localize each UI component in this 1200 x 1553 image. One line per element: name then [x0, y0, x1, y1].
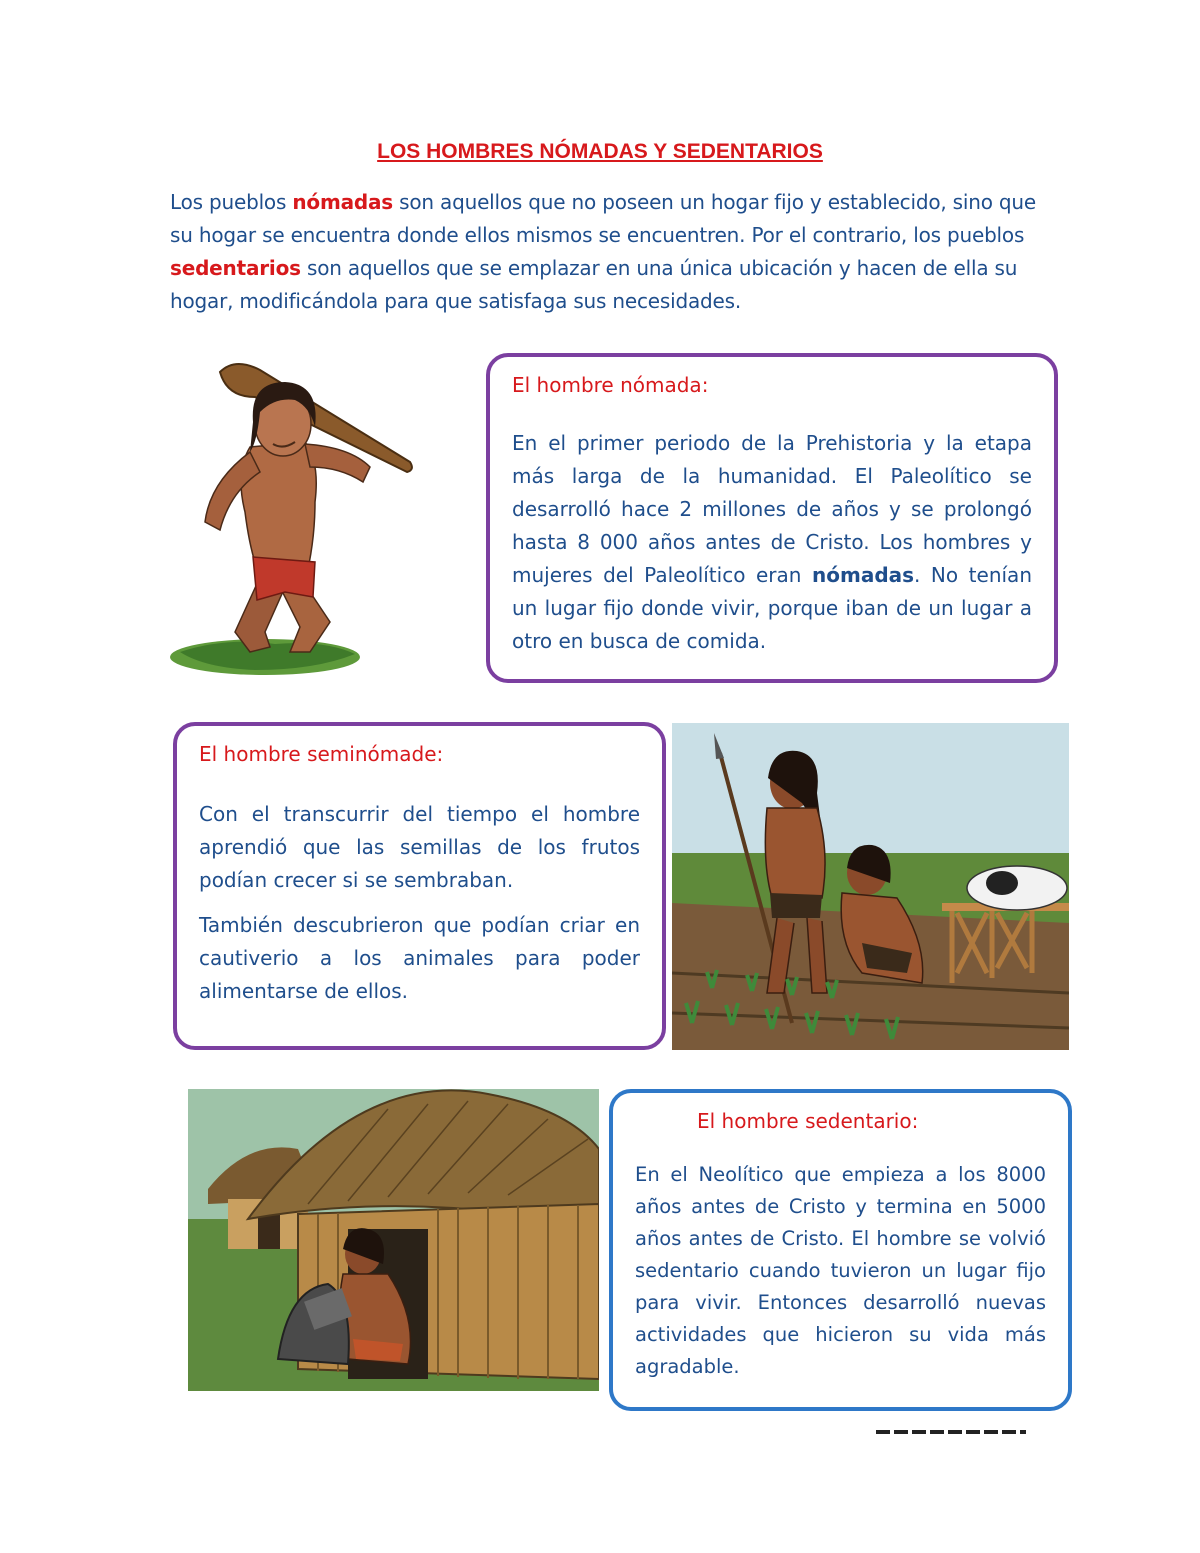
- nomadic-man-illustration: [165, 352, 425, 677]
- sedentario-text: En el Neolítico que empieza a los 8000 años antes de Cristo y termina en 5000 años antes de Cristo. El hombre se volvió sedentario cuando tuvieron un lugar fijo para vivir. Entonces desarrolló nuevas actividades que hicieron su vida más agradable.: [635, 1163, 1046, 1378]
- intro-sedentarios: sedentarios: [170, 256, 301, 280]
- sedentario-box: [609, 1089, 1072, 1411]
- seminomada-para-1: Con el transcurrir del tiempo el hombre aprendió que las semillas de los frutos podían crecer si se sembraban.: [199, 802, 640, 892]
- seminomada-box: [173, 722, 666, 1050]
- intro-text-3: son aquellos que se emplazar en una única ubicación y hacen de ella su hogar, modificándola para que satisfaga sus necesidades.: [170, 256, 1018, 313]
- sedentario-heading: El hombre sedentario:: [697, 1109, 919, 1133]
- farming-illustration: [672, 723, 1069, 1050]
- intro-text-1: Los pueblos: [170, 190, 293, 214]
- seminomada-heading: El hombre seminómade:: [199, 742, 444, 766]
- nomada-text-2: . No tenían un lugar fijo donde vivir, porque iban de un lugar a otro en busca de comida.: [512, 563, 1032, 653]
- intro-nomadas: nómadas: [292, 190, 393, 214]
- nomada-text: [512, 427, 1032, 658]
- nomada-heading: El hombre nómada:: [512, 373, 709, 397]
- intro-paragraph: [170, 186, 1050, 318]
- hut-illustration: [188, 1089, 599, 1391]
- intro-text-2: son aquellos que no poseen un hogar fijo y establecido, sino que su hogar se encuentra donde ellos mismos se encuentren. Por el contrario, los pueblos: [170, 190, 1036, 247]
- nomada-box: [486, 353, 1058, 683]
- seminomada-para-2: También descubrieron que podían criar en cautiverio a los animales para poder alimentarse de ellos.: [199, 913, 640, 1003]
- seminomada-text: [199, 798, 640, 1008]
- cutoff-footer-mark: [876, 1430, 1026, 1434]
- nomada-bold: nómadas: [812, 563, 915, 587]
- nomada-text-1: En el primer periodo de la Prehistoria y la etapa más larga de la humanidad. El Paleolítico se desarrolló hace 2 millones de años y se prolongó hasta 8 000 años antes de Cristo. Los hombres y mujeres del Paleolítico eran: [512, 431, 1032, 587]
- page-title: LOS HOMBRES NÓMADAS Y SEDENTARIOS: [377, 140, 823, 163]
